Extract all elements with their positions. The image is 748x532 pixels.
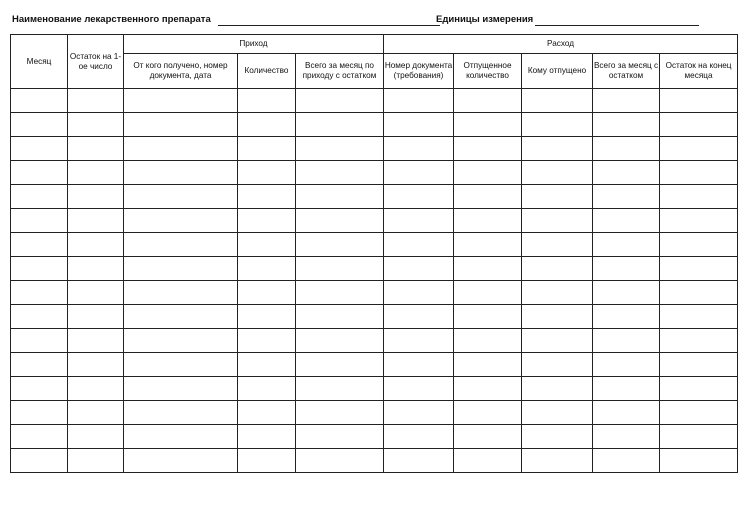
table-row: [11, 161, 738, 185]
table-cell[interactable]: [68, 137, 124, 161]
table-cell[interactable]: [296, 161, 384, 185]
table-cell[interactable]: [68, 305, 124, 329]
table-cell[interactable]: [522, 353, 593, 377]
table-cell[interactable]: [124, 305, 238, 329]
table-cell[interactable]: [660, 329, 738, 353]
table-cell[interactable]: [522, 425, 593, 449]
table-cell[interactable]: [454, 209, 522, 233]
table-cell[interactable]: [11, 353, 68, 377]
table-cell[interactable]: [124, 89, 238, 113]
table-row: [11, 185, 738, 209]
table-cell[interactable]: [296, 353, 384, 377]
table-cell[interactable]: [522, 233, 593, 257]
table-cell[interactable]: [384, 233, 454, 257]
table-cell[interactable]: [522, 401, 593, 425]
table-cell[interactable]: [660, 257, 738, 281]
table-cell[interactable]: [384, 209, 454, 233]
table-cell[interactable]: [11, 113, 68, 137]
table-row: [11, 113, 738, 137]
table-cell[interactable]: [11, 281, 68, 305]
table-cell[interactable]: [11, 233, 68, 257]
table-row: [11, 449, 738, 473]
table-cell[interactable]: [11, 401, 68, 425]
table-cell[interactable]: [384, 161, 454, 185]
table-cell[interactable]: [660, 281, 738, 305]
table-row: [11, 281, 738, 305]
table-cell[interactable]: [454, 113, 522, 137]
table-row: [11, 401, 738, 425]
table-cell[interactable]: [384, 89, 454, 113]
table-cell[interactable]: [124, 185, 238, 209]
table-cell[interactable]: [68, 89, 124, 113]
table-cell[interactable]: [384, 401, 454, 425]
table-cell[interactable]: [384, 137, 454, 161]
table-row: [11, 233, 738, 257]
table-cell[interactable]: [593, 209, 660, 233]
table-cell[interactable]: [296, 377, 384, 401]
table-cell[interactable]: [384, 113, 454, 137]
table-row: [11, 209, 738, 233]
table-cell[interactable]: [238, 353, 296, 377]
table-cell[interactable]: [68, 353, 124, 377]
table-cell[interactable]: [522, 377, 593, 401]
table-cell[interactable]: [384, 185, 454, 209]
table-cell[interactable]: [124, 233, 238, 257]
table-cell[interactable]: [660, 305, 738, 329]
table-cell[interactable]: [68, 113, 124, 137]
units-field-line[interactable]: [535, 25, 699, 26]
table-cell[interactable]: [11, 425, 68, 449]
table-cell[interactable]: [593, 137, 660, 161]
table-cell[interactable]: [238, 89, 296, 113]
table-cell[interactable]: [454, 425, 522, 449]
table-cell[interactable]: [660, 89, 738, 113]
table-row: [11, 329, 738, 353]
table-cell[interactable]: [238, 401, 296, 425]
table-row: [11, 425, 738, 449]
table-cell[interactable]: [384, 305, 454, 329]
table-cell[interactable]: [660, 233, 738, 257]
table-cell[interactable]: [660, 113, 738, 137]
table-cell[interactable]: [68, 425, 124, 449]
table-cell[interactable]: [124, 425, 238, 449]
table-cell[interactable]: [238, 281, 296, 305]
table-cell[interactable]: [238, 137, 296, 161]
table-cell[interactable]: [68, 233, 124, 257]
table-cell[interactable]: [660, 137, 738, 161]
table-cell[interactable]: [296, 305, 384, 329]
table-cell[interactable]: [454, 161, 522, 185]
table-cell[interactable]: [238, 377, 296, 401]
col-header-expense-quantity: Отпущенное количество: [454, 54, 522, 89]
table-cell[interactable]: [522, 185, 593, 209]
table-cell[interactable]: [68, 257, 124, 281]
table-cell[interactable]: [593, 161, 660, 185]
table-cell[interactable]: [11, 89, 68, 113]
table-cell[interactable]: [660, 401, 738, 425]
table-cell[interactable]: [454, 449, 522, 473]
table-cell[interactable]: [593, 233, 660, 257]
table-cell[interactable]: [68, 449, 124, 473]
table-cell[interactable]: [124, 209, 238, 233]
table-cell[interactable]: [124, 329, 238, 353]
table-cell[interactable]: [238, 329, 296, 353]
col-header-balance-start: Остаток на 1-ое число: [68, 35, 124, 89]
table-cell[interactable]: [124, 137, 238, 161]
table-cell[interactable]: [593, 401, 660, 425]
table-cell[interactable]: [296, 281, 384, 305]
table-cell[interactable]: [522, 281, 593, 305]
table-cell[interactable]: [238, 425, 296, 449]
table-cell[interactable]: [124, 401, 238, 425]
table-cell[interactable]: [238, 257, 296, 281]
table-cell[interactable]: [454, 185, 522, 209]
table-cell[interactable]: [384, 353, 454, 377]
table-cell[interactable]: [660, 161, 738, 185]
table-cell[interactable]: [238, 305, 296, 329]
table-cell[interactable]: [660, 209, 738, 233]
table-row: [11, 137, 738, 161]
table-cell[interactable]: [454, 257, 522, 281]
table-cell[interactable]: [296, 449, 384, 473]
table-cell[interactable]: [296, 257, 384, 281]
table-cell[interactable]: [68, 329, 124, 353]
table-cell[interactable]: [522, 305, 593, 329]
table-cell[interactable]: [124, 257, 238, 281]
table-cell[interactable]: [11, 377, 68, 401]
table-cell[interactable]: [296, 401, 384, 425]
table-cell[interactable]: [11, 137, 68, 161]
table-cell[interactable]: [660, 425, 738, 449]
table-cell[interactable]: [296, 113, 384, 137]
table-cell[interactable]: [522, 329, 593, 353]
table-cell[interactable]: [238, 185, 296, 209]
drug-name-field-line[interactable]: [218, 25, 440, 26]
table-cell[interactable]: [522, 449, 593, 473]
table-cell[interactable]: [68, 161, 124, 185]
col-header-month: Месяц: [11, 35, 68, 89]
table-cell[interactable]: [660, 185, 738, 209]
group-header-expense: Расход: [384, 35, 738, 54]
table-cell[interactable]: [454, 233, 522, 257]
table-cell[interactable]: [660, 449, 738, 473]
table-cell[interactable]: [68, 281, 124, 305]
table-cell[interactable]: [593, 305, 660, 329]
table-cell[interactable]: [124, 449, 238, 473]
table-cell[interactable]: [238, 161, 296, 185]
table-cell[interactable]: [384, 281, 454, 305]
table-cell[interactable]: [124, 377, 238, 401]
table-cell[interactable]: [522, 89, 593, 113]
table-cell[interactable]: [68, 377, 124, 401]
table-cell[interactable]: [11, 305, 68, 329]
table-cell[interactable]: [11, 449, 68, 473]
drug-register-table: [10, 34, 738, 473]
table-cell[interactable]: [660, 353, 738, 377]
table-cell[interactable]: [454, 305, 522, 329]
table-cell[interactable]: [296, 233, 384, 257]
table-cell[interactable]: [124, 281, 238, 305]
table-cell[interactable]: [11, 257, 68, 281]
table-cell[interactable]: [454, 89, 522, 113]
table-row: [11, 377, 738, 401]
table-cell[interactable]: [522, 113, 593, 137]
table-cell[interactable]: [68, 209, 124, 233]
table-row: [11, 353, 738, 377]
units-label: Единицы измерения: [436, 14, 534, 25]
table-cell[interactable]: [384, 449, 454, 473]
group-header-income: Приход: [124, 35, 384, 54]
table-cell[interactable]: [11, 185, 68, 209]
table-cell[interactable]: [384, 329, 454, 353]
table-cell[interactable]: [68, 185, 124, 209]
table-cell[interactable]: [238, 233, 296, 257]
table-cell[interactable]: [11, 161, 68, 185]
col-header-expense-doc-number: Номер документа (требования): [384, 54, 454, 89]
table-cell[interactable]: [593, 449, 660, 473]
table-cell[interactable]: [454, 329, 522, 353]
table-cell[interactable]: [593, 89, 660, 113]
table-cell[interactable]: [593, 329, 660, 353]
table-cell[interactable]: [454, 281, 522, 305]
table-cell[interactable]: [593, 425, 660, 449]
col-header-income-total: Всего за месяц по приходу с остатком: [296, 54, 384, 89]
col-header-balance-end: Остаток на конец месяца: [660, 54, 738, 89]
table-cell[interactable]: [384, 377, 454, 401]
table-cell[interactable]: [296, 137, 384, 161]
table-cell[interactable]: [238, 449, 296, 473]
table-cell[interactable]: [454, 137, 522, 161]
table-cell[interactable]: [384, 425, 454, 449]
table-cell[interactable]: [593, 377, 660, 401]
table-cell[interactable]: [124, 161, 238, 185]
table-cell[interactable]: [522, 209, 593, 233]
table-cell[interactable]: [454, 353, 522, 377]
col-header-expense-total: Всего за месяц с остатком: [593, 54, 660, 89]
col-header-expense-to-whom: Кому отпущено: [522, 54, 593, 89]
table-cell[interactable]: [296, 329, 384, 353]
table-cell[interactable]: [454, 377, 522, 401]
table-cell[interactable]: [124, 353, 238, 377]
table-cell[interactable]: [593, 185, 660, 209]
table-cell[interactable]: [296, 425, 384, 449]
table-cell[interactable]: [124, 113, 238, 137]
table-cell[interactable]: [593, 257, 660, 281]
form-header: [12, 14, 702, 28]
table-cell[interactable]: [593, 281, 660, 305]
table-row: [11, 257, 738, 281]
drug-name-label: Наименование лекарственного препарата: [12, 14, 211, 25]
table-body: [11, 89, 738, 473]
table-row: [11, 305, 738, 329]
table-cell[interactable]: [11, 329, 68, 353]
table-cell[interactable]: [296, 209, 384, 233]
table-cell[interactable]: [296, 89, 384, 113]
table-cell[interactable]: [238, 209, 296, 233]
col-header-income-from: От кого получено, номер документа, дата: [124, 54, 238, 89]
table-cell[interactable]: [296, 185, 384, 209]
col-header-income-quantity: Количество: [238, 54, 296, 89]
table-cell[interactable]: [660, 377, 738, 401]
table-cell[interactable]: [522, 137, 593, 161]
table-cell[interactable]: [522, 161, 593, 185]
table-cell[interactable]: [454, 401, 522, 425]
table-cell[interactable]: [238, 113, 296, 137]
table-cell[interactable]: [11, 209, 68, 233]
table-row: [11, 89, 738, 113]
table-cell[interactable]: [384, 257, 454, 281]
table-cell[interactable]: [522, 257, 593, 281]
table-cell[interactable]: [593, 113, 660, 137]
table-cell[interactable]: [68, 401, 124, 425]
table-cell[interactable]: [593, 353, 660, 377]
